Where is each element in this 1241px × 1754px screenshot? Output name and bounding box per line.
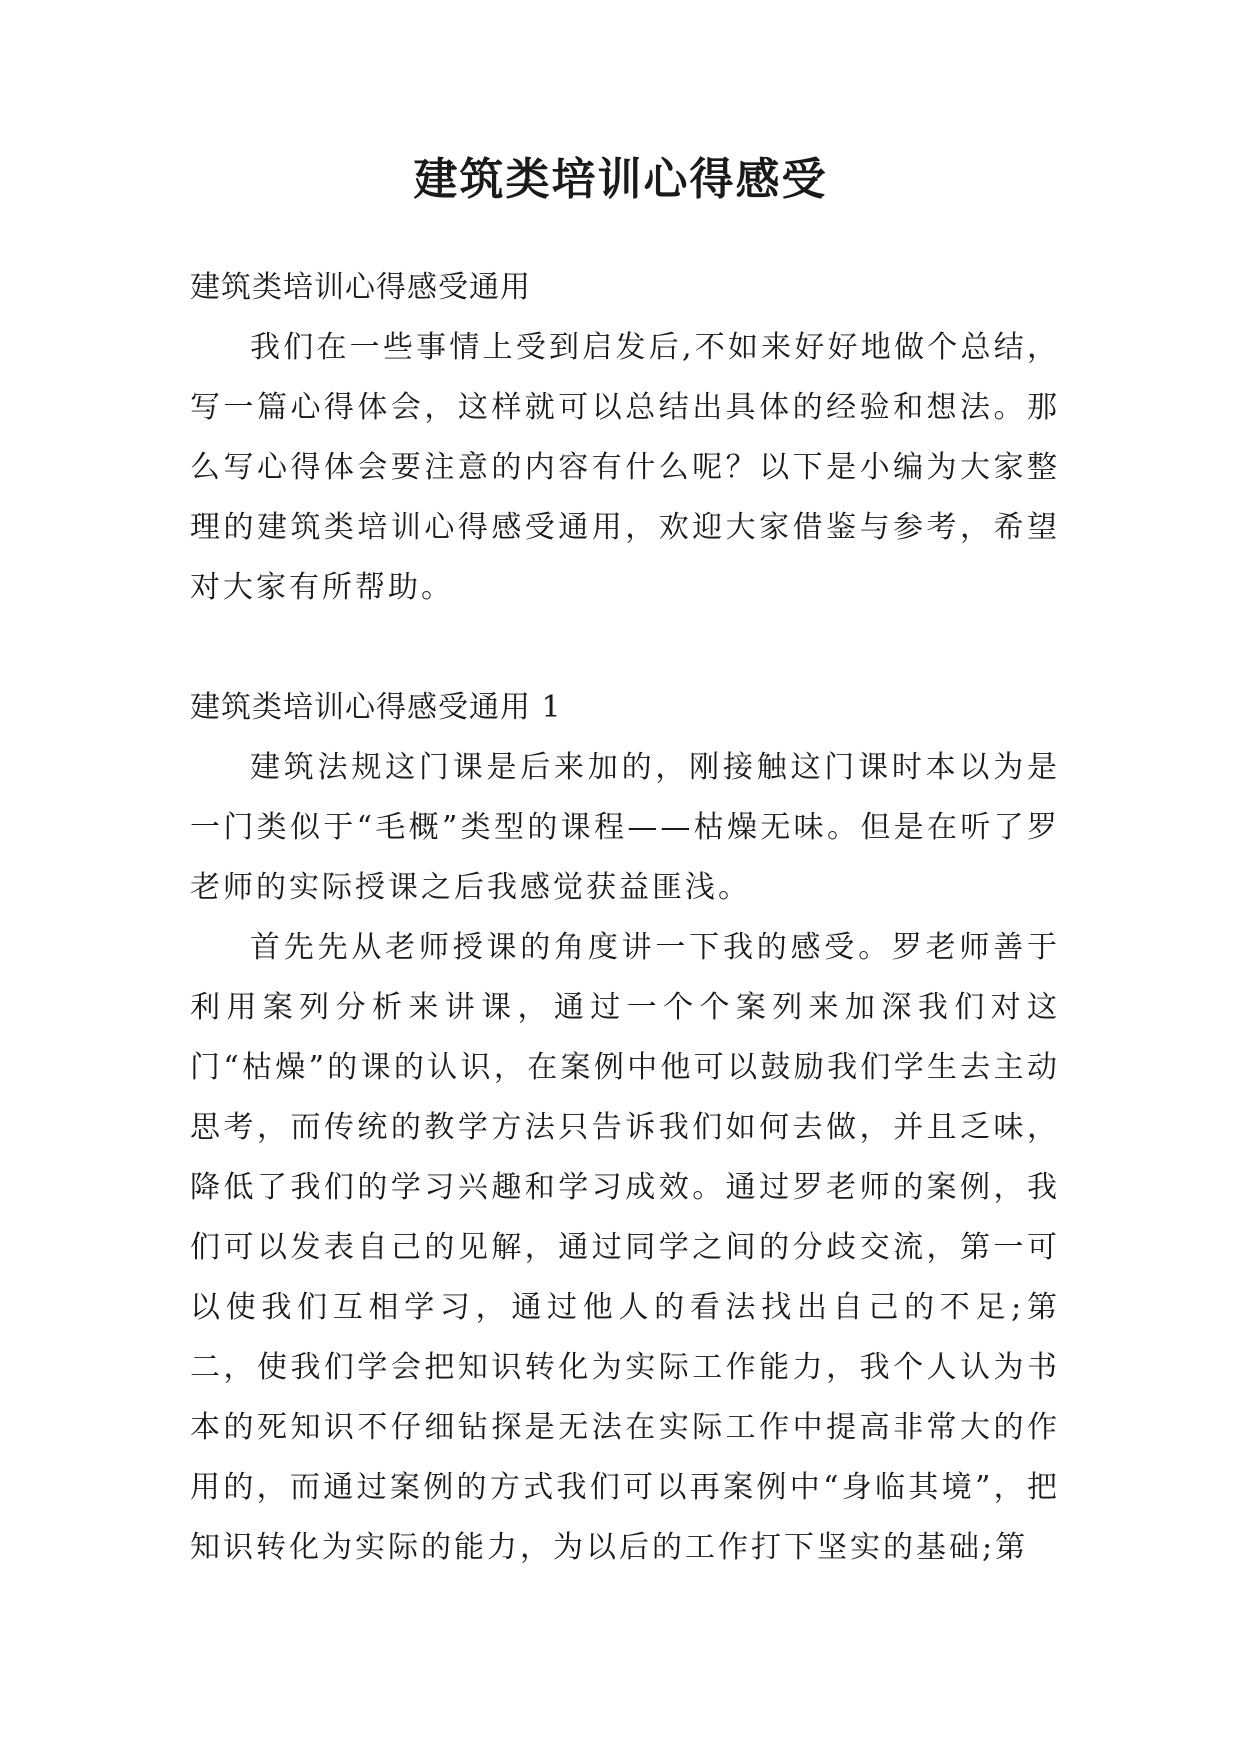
- intro-heading: 建筑类培训心得感受通用: [190, 270, 531, 305]
- section-spacer: [190, 618, 1060, 678]
- section1-paragraph-1: 建筑法规这门课是后来加的，刚接触这门课时本以为是一门类似于“毛概”类型的课程——枯燥无味。但是在听了罗老师的实际授课之后我感觉获益匪浅。: [190, 750, 1060, 905]
- intro-paragraph: 我们在一些事情上受到启发后,不如来好好地做个总结，写一篇心得体会，这样就可以总结出具体的经验和想法。那么写心得体会要注意的内容有什么呢？以下是小编为大家整理的建筑类培训心得感受通用，欢迎大家借鉴与参考，希望对大家有所帮助。: [190, 330, 1060, 605]
- section1-paragraph-2: 首先先从老师授课的角度讲一下我的感受。罗老师善于利用案列分析来讲课，通过一个个案列来加深我们对这门“枯燥”的课的认识，在案例中他可以鼓励我们学生去主动思考，而传统的教学方法只告诉我们如何去做，并且乏味，降低了我们的学习兴趣和学习成效。通过罗老师的案例，我们可以发表自己的见解，通过同学之间的分歧交流，第一可以使我们互相学习，通过他人的看法找出自己的不足;第二，使我们学会把知识转化为实际工作能力，我个人认为书本的死知识不仔细钻探是无法在实际工作中提高非常大的作用的，而通过案例的方式我们可以再案例中“身临其境”，把知识转化为实际的能力，为以后的工作打下坚实的基础;第: [190, 930, 1060, 1565]
- document-body: [190, 258, 1060, 1578]
- section1-heading: 建筑类培训心得感受通用 1: [190, 690, 562, 725]
- document-title: 建筑类培训心得感受: [413, 154, 828, 205]
